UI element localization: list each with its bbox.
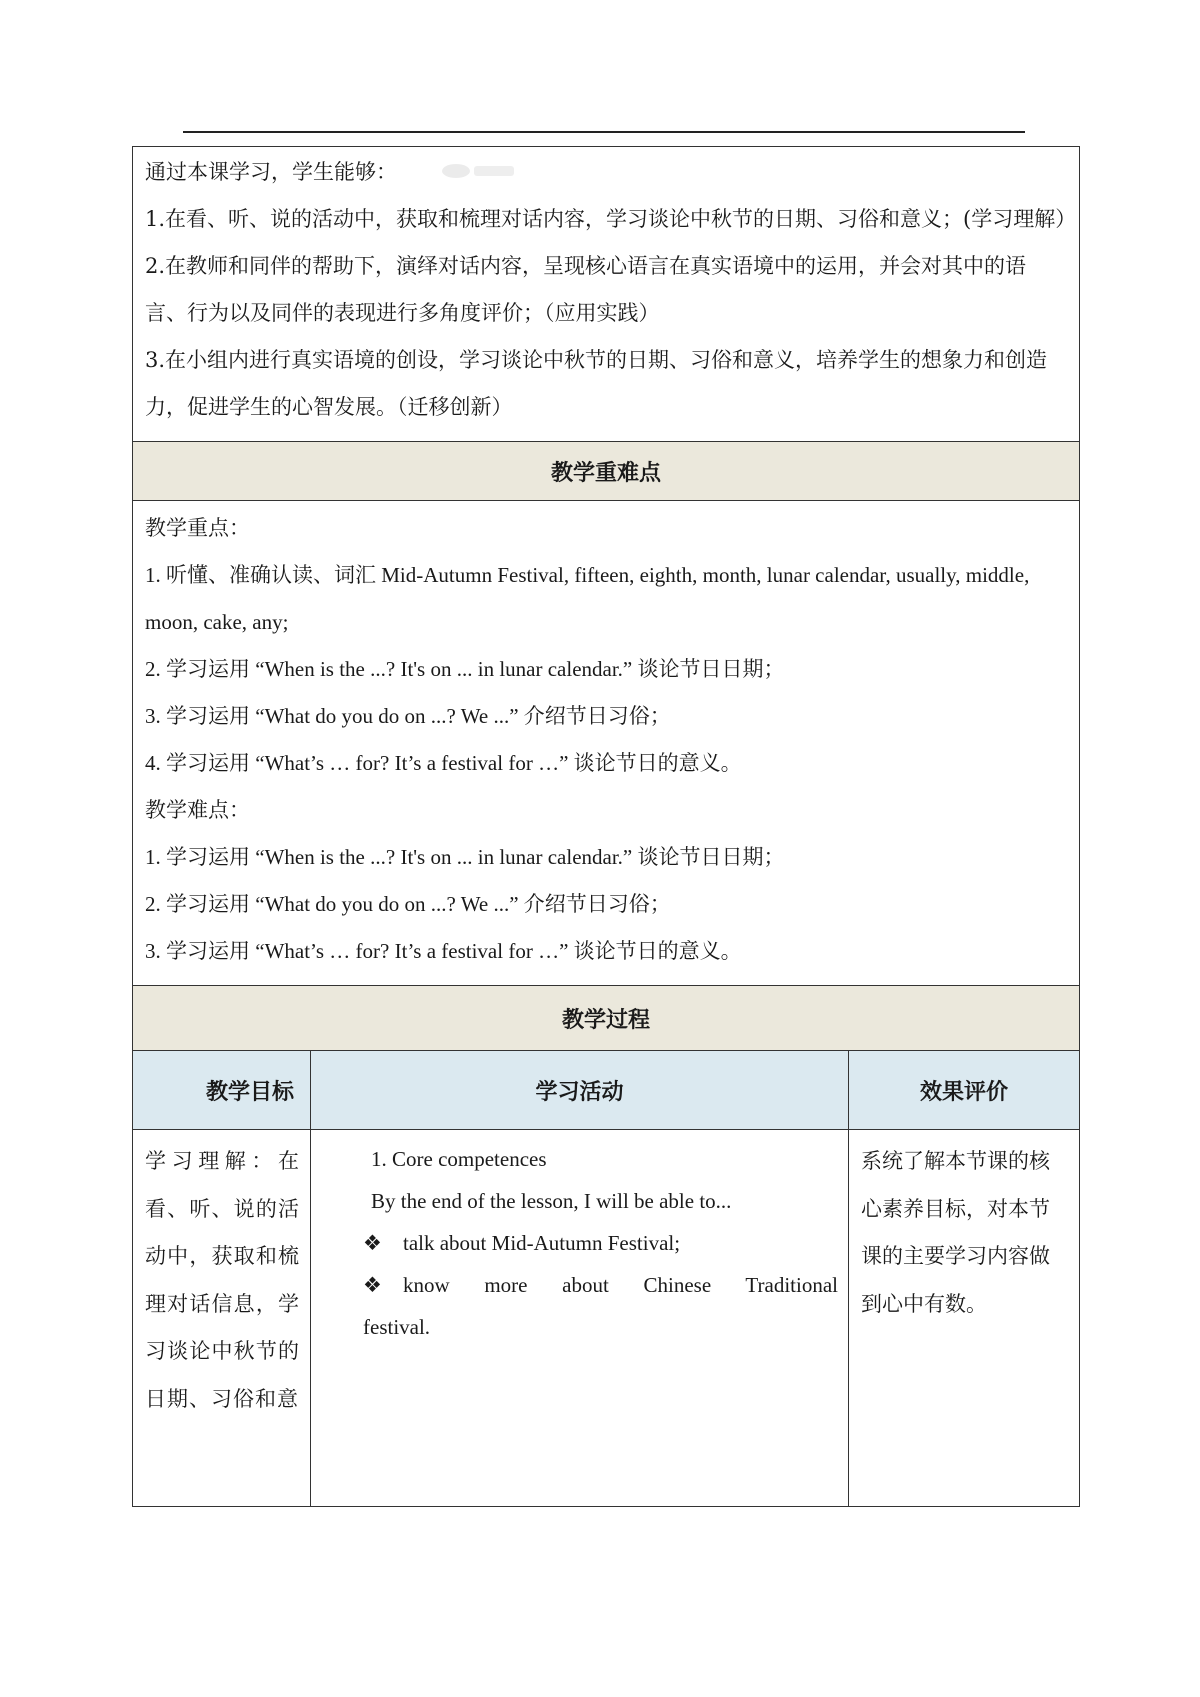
objective-item: 2.在教师和同伴的帮助下，演绎对话内容，呈现核心语言在真实语境中的运用，并会对其中的语言、行为以及同伴的表现进行多角度评价；（应用实践） bbox=[145, 254, 1027, 325]
header-rule bbox=[183, 131, 1025, 133]
evaluation-cell bbox=[849, 1130, 1080, 1507]
focus-item: 1. 听懂、准确认读、词汇 Mid-Autumn Festival, fifteen, eighth, month, lunar calendar, usually, middle, moon, cake, any; bbox=[145, 563, 1030, 634]
difficulty-item: 1. 学习运用 “When is the ...? It's on ... in lunar calendar.” 谈论节日日期； bbox=[145, 845, 785, 869]
activity-lead: By the end of the lesson, I will be able to... bbox=[371, 1189, 732, 1213]
process-header: 教学过程 bbox=[133, 986, 1080, 1051]
focus-heading: 教学重点： bbox=[145, 516, 250, 540]
evaluation-text: 系统了解本节课的核心素养目标，对本节课的主要学习内容做到心中有数。 bbox=[861, 1149, 1050, 1316]
focus-item: 2. 学习运用 “When is the ...? It's on ... in lunar calendar.” 谈论节日日期； bbox=[145, 657, 785, 681]
activity-cell bbox=[311, 1130, 849, 1507]
objectives-intro: 通过本课学习，学生能够： bbox=[145, 160, 397, 184]
difficulty-heading: 教学难点： bbox=[145, 798, 250, 822]
column-header-goal: 教学目标 bbox=[133, 1051, 311, 1130]
lesson-plan-table bbox=[132, 146, 1080, 1507]
column-header-activity: 学习活动 bbox=[311, 1051, 849, 1130]
column-header-row bbox=[133, 1051, 1080, 1130]
focus-item: 3. 学习运用 “What do you do on ...? We ...” 介绍节日习俗； bbox=[145, 704, 671, 728]
key-points-header-row bbox=[133, 442, 1080, 501]
activity-title: 1. Core competences bbox=[371, 1147, 547, 1171]
key-points-cell bbox=[133, 501, 1080, 986]
key-points-header: 教学重难点 bbox=[133, 442, 1080, 501]
process-header-row bbox=[133, 986, 1080, 1051]
goal-body: 在看、听、说的活动中，获取和梳理对话信息，学习谈论中秋节的日期、习俗和意 bbox=[145, 1149, 300, 1411]
difficulty-item: 2. 学习运用 “What do you do on ...? We ...” 介绍节日习俗； bbox=[145, 892, 671, 916]
process-row bbox=[133, 1130, 1080, 1507]
objectives-row bbox=[133, 147, 1080, 442]
activity-bullet bbox=[323, 1222, 838, 1264]
diamond-bullet-icon: ❖ bbox=[363, 1231, 382, 1255]
diamond-bullet-icon: ❖ bbox=[363, 1273, 382, 1297]
key-points-row bbox=[133, 501, 1080, 986]
activity-bullet-text: talk about Mid-Autumn Festival; bbox=[403, 1231, 681, 1255]
watermark-logo bbox=[438, 160, 518, 182]
objective-item: 3.在小组内进行真实语境的创设，学习谈论中秋节的日期、习俗和意义，培养学生的想象力和创造力，促进学生的心智发展。（迁移创新） bbox=[145, 348, 1048, 419]
activity-bullet-text: know more about Chinese Traditional festival. bbox=[363, 1273, 838, 1339]
goal-cell bbox=[133, 1130, 311, 1507]
objective-item: 1.在看、听、说的活动中，获取和梳理对话内容，学习谈论中秋节的日期、习俗和意义；(学习理解） bbox=[145, 207, 1077, 231]
goal-heading: 学习理解： bbox=[145, 1149, 278, 1173]
objectives-cell bbox=[133, 147, 1080, 442]
difficulty-item: 3. 学习运用 “What’s … for? It’s a festival for …” 谈论节日的意义。 bbox=[145, 939, 742, 963]
activity-bullet bbox=[323, 1264, 838, 1348]
focus-item: 4. 学习运用 “What’s … for? It’s a festival for …” 谈论节日的意义。 bbox=[145, 751, 742, 775]
column-header-evaluation: 效果评价 bbox=[849, 1051, 1080, 1130]
